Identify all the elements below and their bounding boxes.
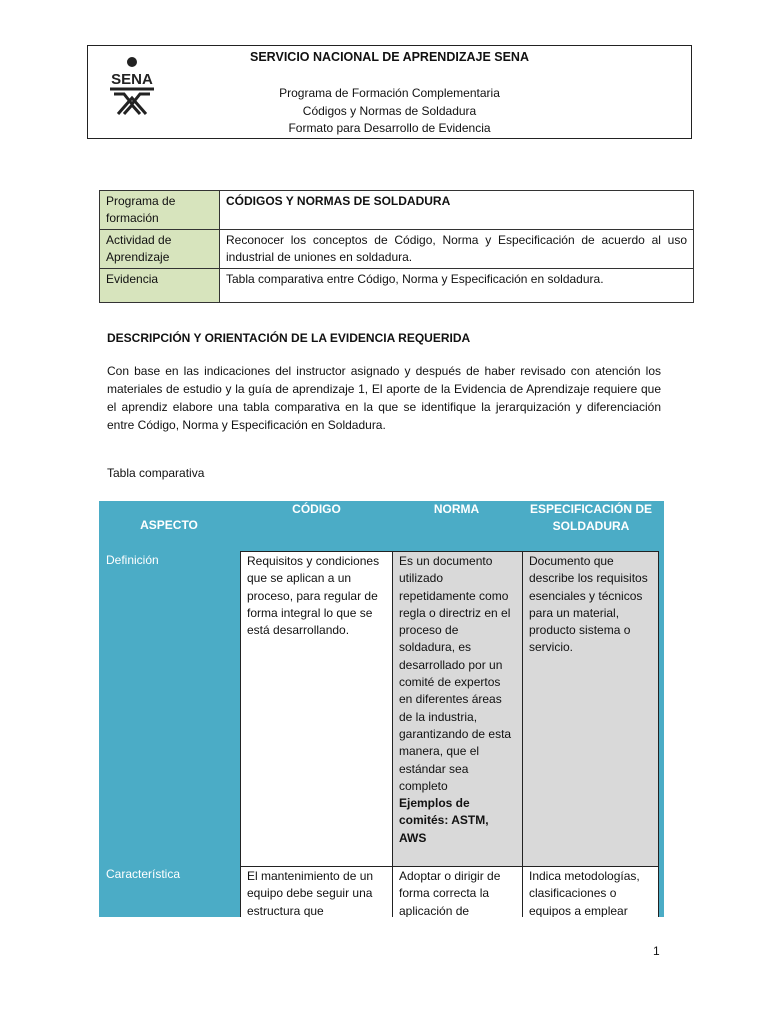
- document-header: [87, 45, 692, 139]
- cell-text: Es un documento utilizado repetidamente como regla o directriz en el proceso de soldadura, es desarrollado por un comité de expertos en diferentes áreas de la industria, garantizando de esta manera, que el estándar sea completo: [399, 554, 512, 793]
- row-label-definicion: Definición: [106, 553, 159, 567]
- cell-caracteristica-norma: [392, 866, 523, 917]
- header-subtitle: [88, 85, 691, 138]
- table-row: [100, 269, 694, 303]
- table-row: [100, 191, 694, 230]
- header-especificacion: ESPECIFICACIÓN DE SOLDADURA: [529, 502, 652, 533]
- cell-text: El mantenimiento de un equipo debe seguir una estructura que: [247, 869, 374, 917]
- info-label: Actividad de Aprendizaje: [100, 230, 220, 269]
- header-norma: NORMA: [433, 502, 480, 516]
- cell-definicion-codigo: [240, 551, 393, 867]
- row-label-caracteristica: Característica: [106, 867, 181, 881]
- cell-text: Requisitos y condiciones que se aplican a un proceso, para regular de forma integral lo que se está desarrollando.: [247, 554, 380, 638]
- logo-text: SENA: [111, 71, 153, 88]
- cell-definicion-especificacion: [522, 551, 659, 867]
- info-label: Programa de formación: [100, 191, 220, 230]
- table-caption: Tabla comparativa: [107, 466, 205, 480]
- cell-text: Indica metodologías, clasificaciones o equipos a emplear: [529, 869, 640, 917]
- header-line: Programa de Formación Complementaria: [279, 86, 500, 100]
- institution-title: SERVICIO NACIONAL DE APRENDIZAJE SENA: [250, 50, 529, 64]
- header-line: Formato para Desarrollo de Evidencia: [288, 121, 491, 135]
- header-line: Códigos y Normas de Soldadura: [302, 103, 477, 118]
- table-row: [100, 230, 694, 269]
- cell-caracteristica-codigo: [240, 866, 393, 917]
- cell-text: Documento que describe los requisitos esenciales y técnicos para un material, producto sistema o servicio.: [529, 554, 648, 655]
- comparison-table: [99, 501, 664, 917]
- cell-text-emphasis: Ejemplos de comités: ASTM, AWS: [399, 796, 489, 845]
- description-paragraph: Con base en las indicaciones del instructor asignado y después de haber revisado con atención los materiales de estudio y la guía de aprendizaje 1, El aporte de la Evidencia de Aprendizaje requiere que el aprendiz elabore una tabla comparativa en la que se identifique la jerarquización y diferenciación entre Código, Norma y Especificación en Soldadura.: [107, 364, 661, 432]
- info-value: Reconocer los conceptos de Código, Norma y Especificación de acuerdo al uso industrial de uniones en soldadura.: [220, 230, 694, 269]
- cell-definicion-norma: [392, 551, 523, 867]
- header-aspecto: ASPECTO: [140, 518, 198, 532]
- program-info-table: [99, 190, 694, 303]
- info-label: Evidencia: [100, 269, 220, 303]
- header-codigo: CÓDIGO: [292, 502, 341, 516]
- page-number: 1: [653, 944, 660, 958]
- cell-text: Adoptar o dirigir de forma correcta la aplicación de: [399, 869, 501, 917]
- info-value: Tabla comparativa entre Código, Norma y Especificación en soldadura.: [220, 269, 694, 303]
- info-value: CÓDIGOS Y NORMAS DE SOLDADURA: [220, 191, 694, 230]
- cell-caracteristica-especificacion: [522, 866, 659, 917]
- section-title: DESCRIPCIÓN Y ORIENTACIÓN DE LA EVIDENCIA REQUERIDA: [107, 331, 471, 345]
